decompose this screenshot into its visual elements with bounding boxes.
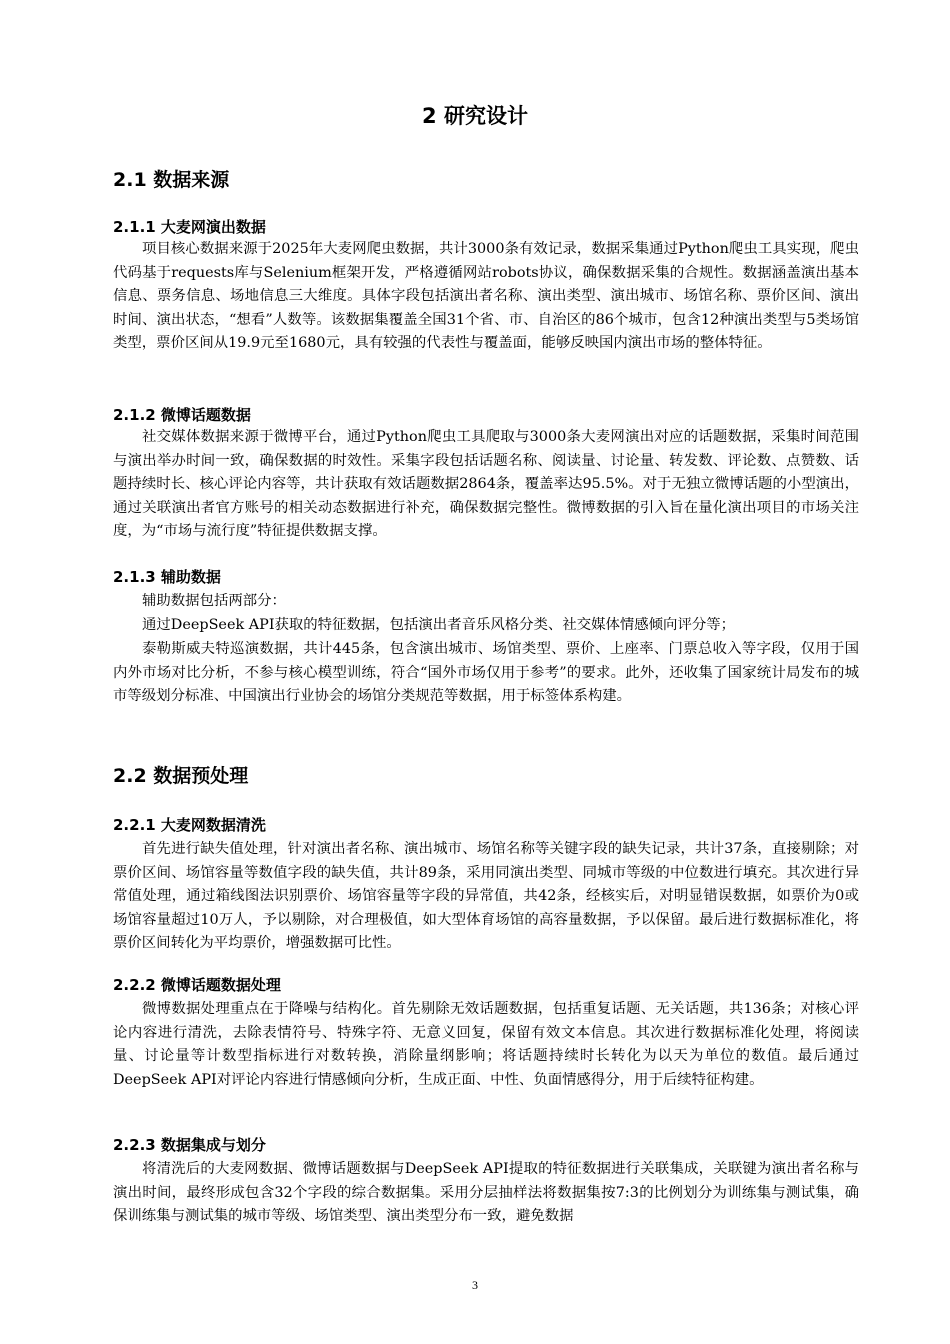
chapter-title: 2 研究设计	[422, 104, 528, 128]
paragraph-2-2-1: 首先进行缺失值处理，针对演出者名称、演出城市、场馆名称等关键字段的缺失记录，共计37条，直接剔除；对票价区间、场馆容量等数值字段的缺失值，共计89条，采用同演出类型、同城市等级的中位数进行填充。其次进行异常值处理，通过箱线图法识别票价、场馆容量等字段的异常值，共42条，经核实后，对明显错误数据，如票价为0或场馆容量超过10万人，予以剔除，对合理极值，如大型体育场馆的高容量数据，予以保留。最后进行数据标准化，将票价区间转化为平均票价，增强数据可比性。	[113, 841, 859, 951]
paragraph-2-2-2: 微博数据处理重点在于降噪与结构化。首先剔除无效话题数据，包括重复话题、无关话题，共136条；对核心评论内容进行清洗，去除表情符号、特殊字符、无意义回复，保留有效文本信息。其次进行数据标准化处理，将阅读量、讨论量等计数型指标进行对数转换，消除量纲影响；将话题持续时长转化为以天为单位的数值。最后通过DeepSeek API对评论内容进行情感倾向分析，生成正面、中性、负面情感得分，用于后续特征构建。	[113, 1001, 859, 1088]
paragraph-2-1-1: 项目核心数据来源于2025年大麦网爬虫数据，共计3000条有效记录，数据采集通过Python爬虫工具实现，爬虫代码基于requests库与Selenium框架开发，严格遵循网站robots协议，确保数据采集的合规性。数据涵盖演出基本信息、票务信息、场地信息三大维度。具体字段包括演出者名称、演出类型、演出城市、场馆名称、票价区间、演出时间、演出状态，“想看”人数等。该数据集覆盖全国31个省、市、自治区的86个城市，包含12种演出类型与5类场馆类型，票价区间从19.9元至1680元，具有较强的代表性与覆盖面，能够反映国内演出市场的整体特征。	[113, 241, 859, 351]
subsection-heading-2-2-3: 2.2.3 数据集成与划分	[113, 1136, 266, 1154]
subsection-heading-2-1-1: 2.1.1 大麦网演出数据	[113, 218, 266, 236]
paragraph-2-1-3-intro: 辅助数据包括两部分：	[142, 593, 286, 609]
subsection-heading-2-1-3: 2.1.3 辅助数据	[113, 568, 221, 586]
paragraph-2-2-3: 将清洗后的大麦网数据、微博话题数据与DeepSeek API提取的特征数据进行关联集成，关联键为演出者名称与演出时间，最终形成包含32个字段的综合数据集。采用分层抽样法将数据集按7:3的比例划分为训练集与测试集，确保训练集与测试集的城市等级、场馆类型、演出类型分布一致，避免数据	[113, 1161, 859, 1224]
subsection-heading-2-1-2: 2.1.2 微博话题数据	[113, 406, 251, 424]
paragraph-2-1-2: 社交媒体数据来源于微博平台，通过Python爬虫工具爬取与3000条大麦网演出对应的话题数据，采集时间范围与演出举办时间一致，确保数据的时效性。采集字段包括话题名称、阅读量、讨论量、转发数、评论数、点赞数、话题持续时长、核心评论内容等，共计获取有效话题数据2864条，覆盖率达95.5%。对于无独立微博话题的小型演出，通过关联演出者官方账号的相关动态数据进行补充，确保数据完整性。微博数据的引入旨在量化演出项目的市场关注度，为“市场与流行度”特征提供数据支撑。	[113, 429, 859, 539]
section-heading-2-2: 2.2 数据预处理	[113, 765, 249, 787]
subsection-heading-2-2-2: 2.2.2 微博话题数据处理	[113, 976, 281, 994]
paragraph-2-1-3-item-1: 通过DeepSeek API获取的特征数据，包括演出者音乐风格分类、社交媒体情感倾向评分等；	[142, 617, 736, 633]
page-number: 3	[472, 1278, 478, 1292]
subsection-heading-2-2-1: 2.2.1 大麦网数据清洗	[113, 816, 266, 834]
paragraph-2-1-3-item-2: 泰勒斯威夫特巡演数据，共计445条，包含演出城市、场馆类型、票价、上座率、门票总收入等字段，仅用于国内外市场对比分析，不参与核心模型训练，符合“国外市场仅用于参考”的要求。此外，还收集了国家统计局发布的城市等级划分标准、中国演出行业协会的场馆分类规范等数据，用于标签体系构建。	[113, 641, 859, 704]
section-heading-2-1: 2.1 数据来源	[113, 169, 230, 191]
